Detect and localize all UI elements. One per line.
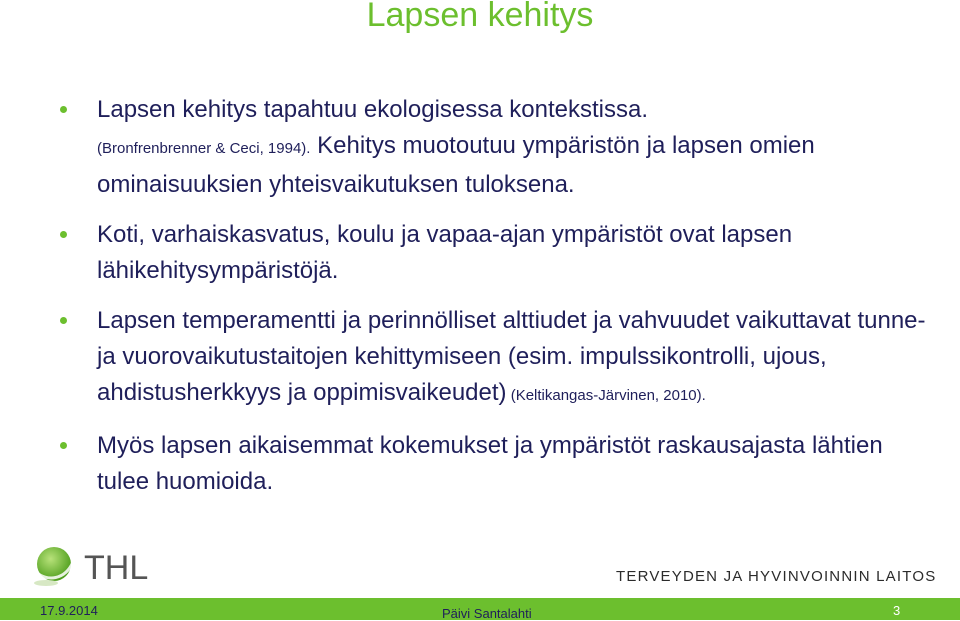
organization-name: TERVEYDEN JA HYVINVOINNIN LAITOS (616, 568, 937, 585)
bullet-reference: (Keltikangas-Järvinen, 2010). (506, 387, 706, 404)
bullet-dot-icon (60, 231, 67, 238)
bullet-text: Kehitys muotoutuu ympäristön ja lapsen omien ominaisuuksien yhteisvaikutuksen tuloksena. (97, 132, 815, 198)
bullet-dot-icon (60, 106, 67, 113)
bullet-list (60, 92, 940, 514)
page-number: 3 (893, 603, 901, 618)
bullet-item (60, 428, 940, 500)
thl-logo (32, 542, 172, 588)
bullet-text: Myös lapsen aikaisemmat kokemukset ja ympäristöt raskausajasta lähtien tulee huomioida. (97, 432, 883, 495)
bullet-reference: (Bronfrenbrenner & Ceci, 1994). (97, 140, 311, 157)
bullet-text: Lapsen kehitys tapahtuu ekologisessa kontekstissa. (97, 96, 649, 123)
bullet-item (60, 92, 940, 203)
bullet-item (60, 217, 940, 289)
globe-shadow (34, 580, 58, 586)
footer-author: Päivi Santalahti (442, 606, 532, 621)
bullet-item (60, 303, 940, 414)
slide-title: Lapsen kehitys (366, 0, 594, 34)
bullet-dot-icon (60, 317, 67, 324)
footer-date: 17.9.2014 (40, 603, 98, 618)
bullet-dot-icon (60, 442, 67, 449)
logo-text: THL (84, 549, 149, 587)
bullet-text: Lapsen temperamentti ja perinnölliset alttiudet ja vahvuudet vaikuttavat tunne- ja vuorovaikutustaitojen kehittymiseen (esim. impulssikontrolli, ujous, ahdistusherkkyys ja oppimisvaikeudet) (97, 307, 926, 406)
bullet-text: Koti, varhaiskasvatus, koulu ja vapaa-ajan ympäristöt ovat lapsen lähikehitysympäristöjä. (97, 221, 793, 284)
